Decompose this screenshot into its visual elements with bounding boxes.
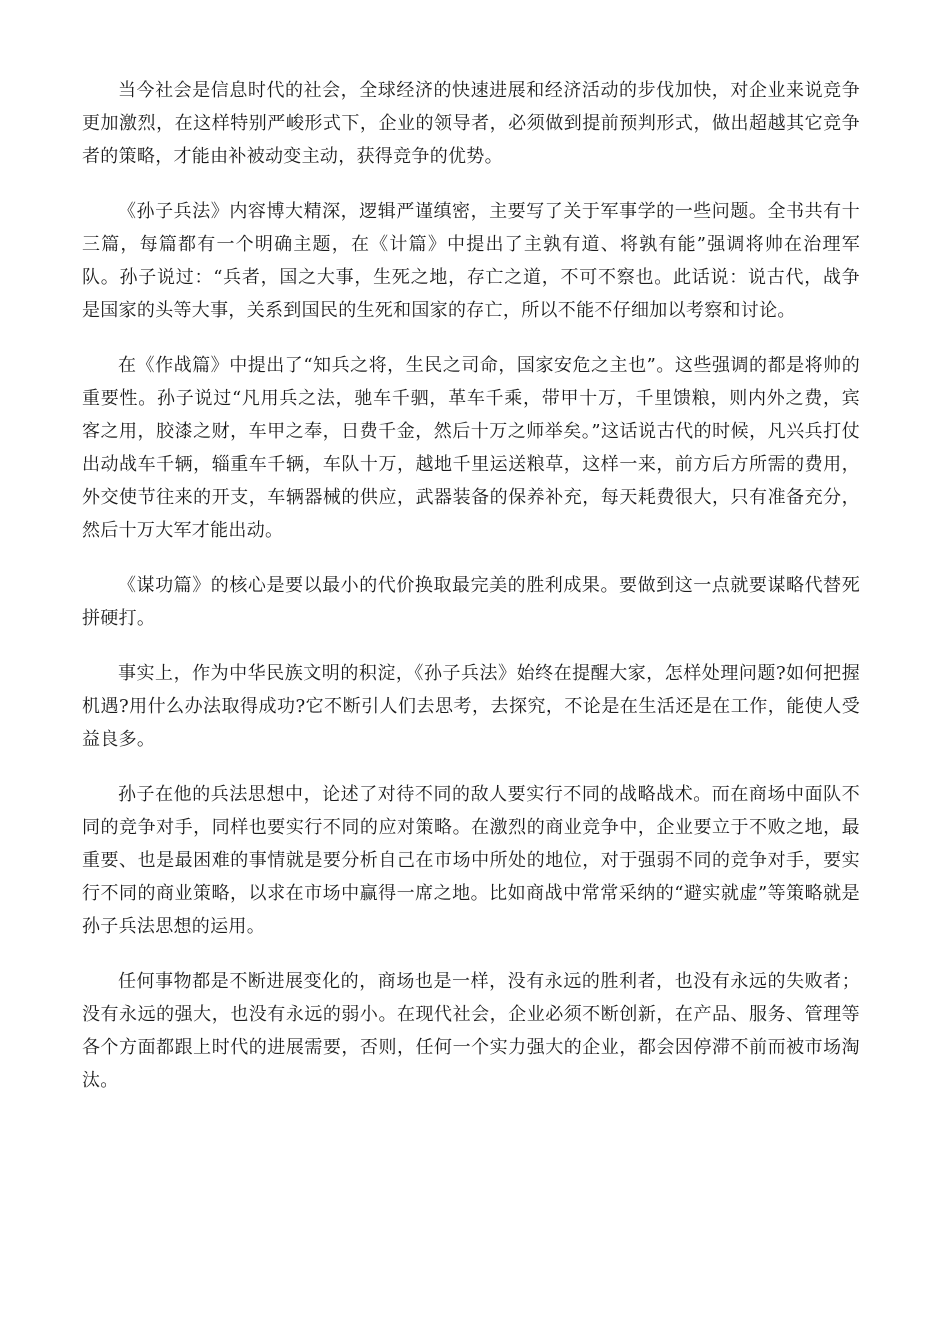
document-body <box>82 74 860 1119</box>
paragraph-3: 在《作战篇》中提出了“知兵之将，生民之司命，国家安危之主也”。这些强调的都是将帅的重要性。孙子说过“凡用兵之法，驰车千驷，革车千乘，带甲十万，千里馈粮，则内外之费，宾客之用，胶漆之财，车甲之奉，日费千金，然后十万之师举矣。”这话说古代的时候，凡兴兵打仗出动战车千辆，辎重车千辆，车队十万，越地千里运送粮草，这样一来，前方后方所需的费用，外交使节往来的开支，车辆器械的供应，武器装备的保养补充，每天耗费很大，只有准备充分，然后十万大军才能出动。 <box>82 355 860 541</box>
paragraph-1: 当今社会是信息时代的社会，全球经济的快速进展和经济活动的步伐加快，对企业来说竞争更加激烈，在这样特别严峻形式下，企业的领导者，必须做到提前预判形式，做出超越其它竞争者的策略，才能由补被动变主动，获得竞争的优势。 <box>82 80 860 167</box>
paragraph-6: 孙子在他的兵法思想中，论述了对待不同的敌人要实行不同的战略战术。而在商场中面队不同的竞争对手，同样也要实行不同的应对策略。在激烈的商业竞争中，企业要立于不败之地，最重要、也是最困难的事情就是要分析自己在市场中所处的地位，对于强弱不同的竞争对手，要实行不同的商业策略，以求在市场中赢得一席之地。比如商战中常常采纳的“避实就虚”等策略就是孙子兵法思想的运用。 <box>82 784 860 937</box>
paragraph-7: 任何事物都是不断进展变化的，商场也是一样，没有永远的胜利者，也没有永远的失败者；没有永远的强大，也没有永远的弱小。在现代社会，企业必须不断创新，在产品、服务、管理等各个方面都跟上时代的进展需要，否则，任何一个实力强大的企业，都会因停滞不前而被市场淘汰。 <box>82 971 860 1091</box>
paragraph-2: 《孙子兵法》内容博大精深，逻辑严谨缜密，主要写了关于军事学的一些问题。全书共有十三篇，每篇都有一个明确主题，在《计篇》中提出了主孰有道、将孰有能”强调将帅在治理军队。孙子说过：“兵者，国之大事，生死之地，存亡之道，不可不察也。此话说：说古代，战争是国家的头等大事，关系到国民的生死和国家的存亡，所以不能不仔细加以考察和讨论。 <box>82 201 860 321</box>
paragraph-5: 事实上，作为中华民族文明的积淀，《孙子兵法》始终在提醒大家，怎样处理问题?如何把握机遇?用什么办法取得成功?它不断引人们去思考，去探究，不论是在生活还是在工作，能使人受益良多。 <box>82 663 860 750</box>
paragraph-4: 《谋功篇》的核心是要以最小的代价换取最完美的胜利成果。要做到这一点就要谋略代替死拼硬打。 <box>82 575 860 629</box>
